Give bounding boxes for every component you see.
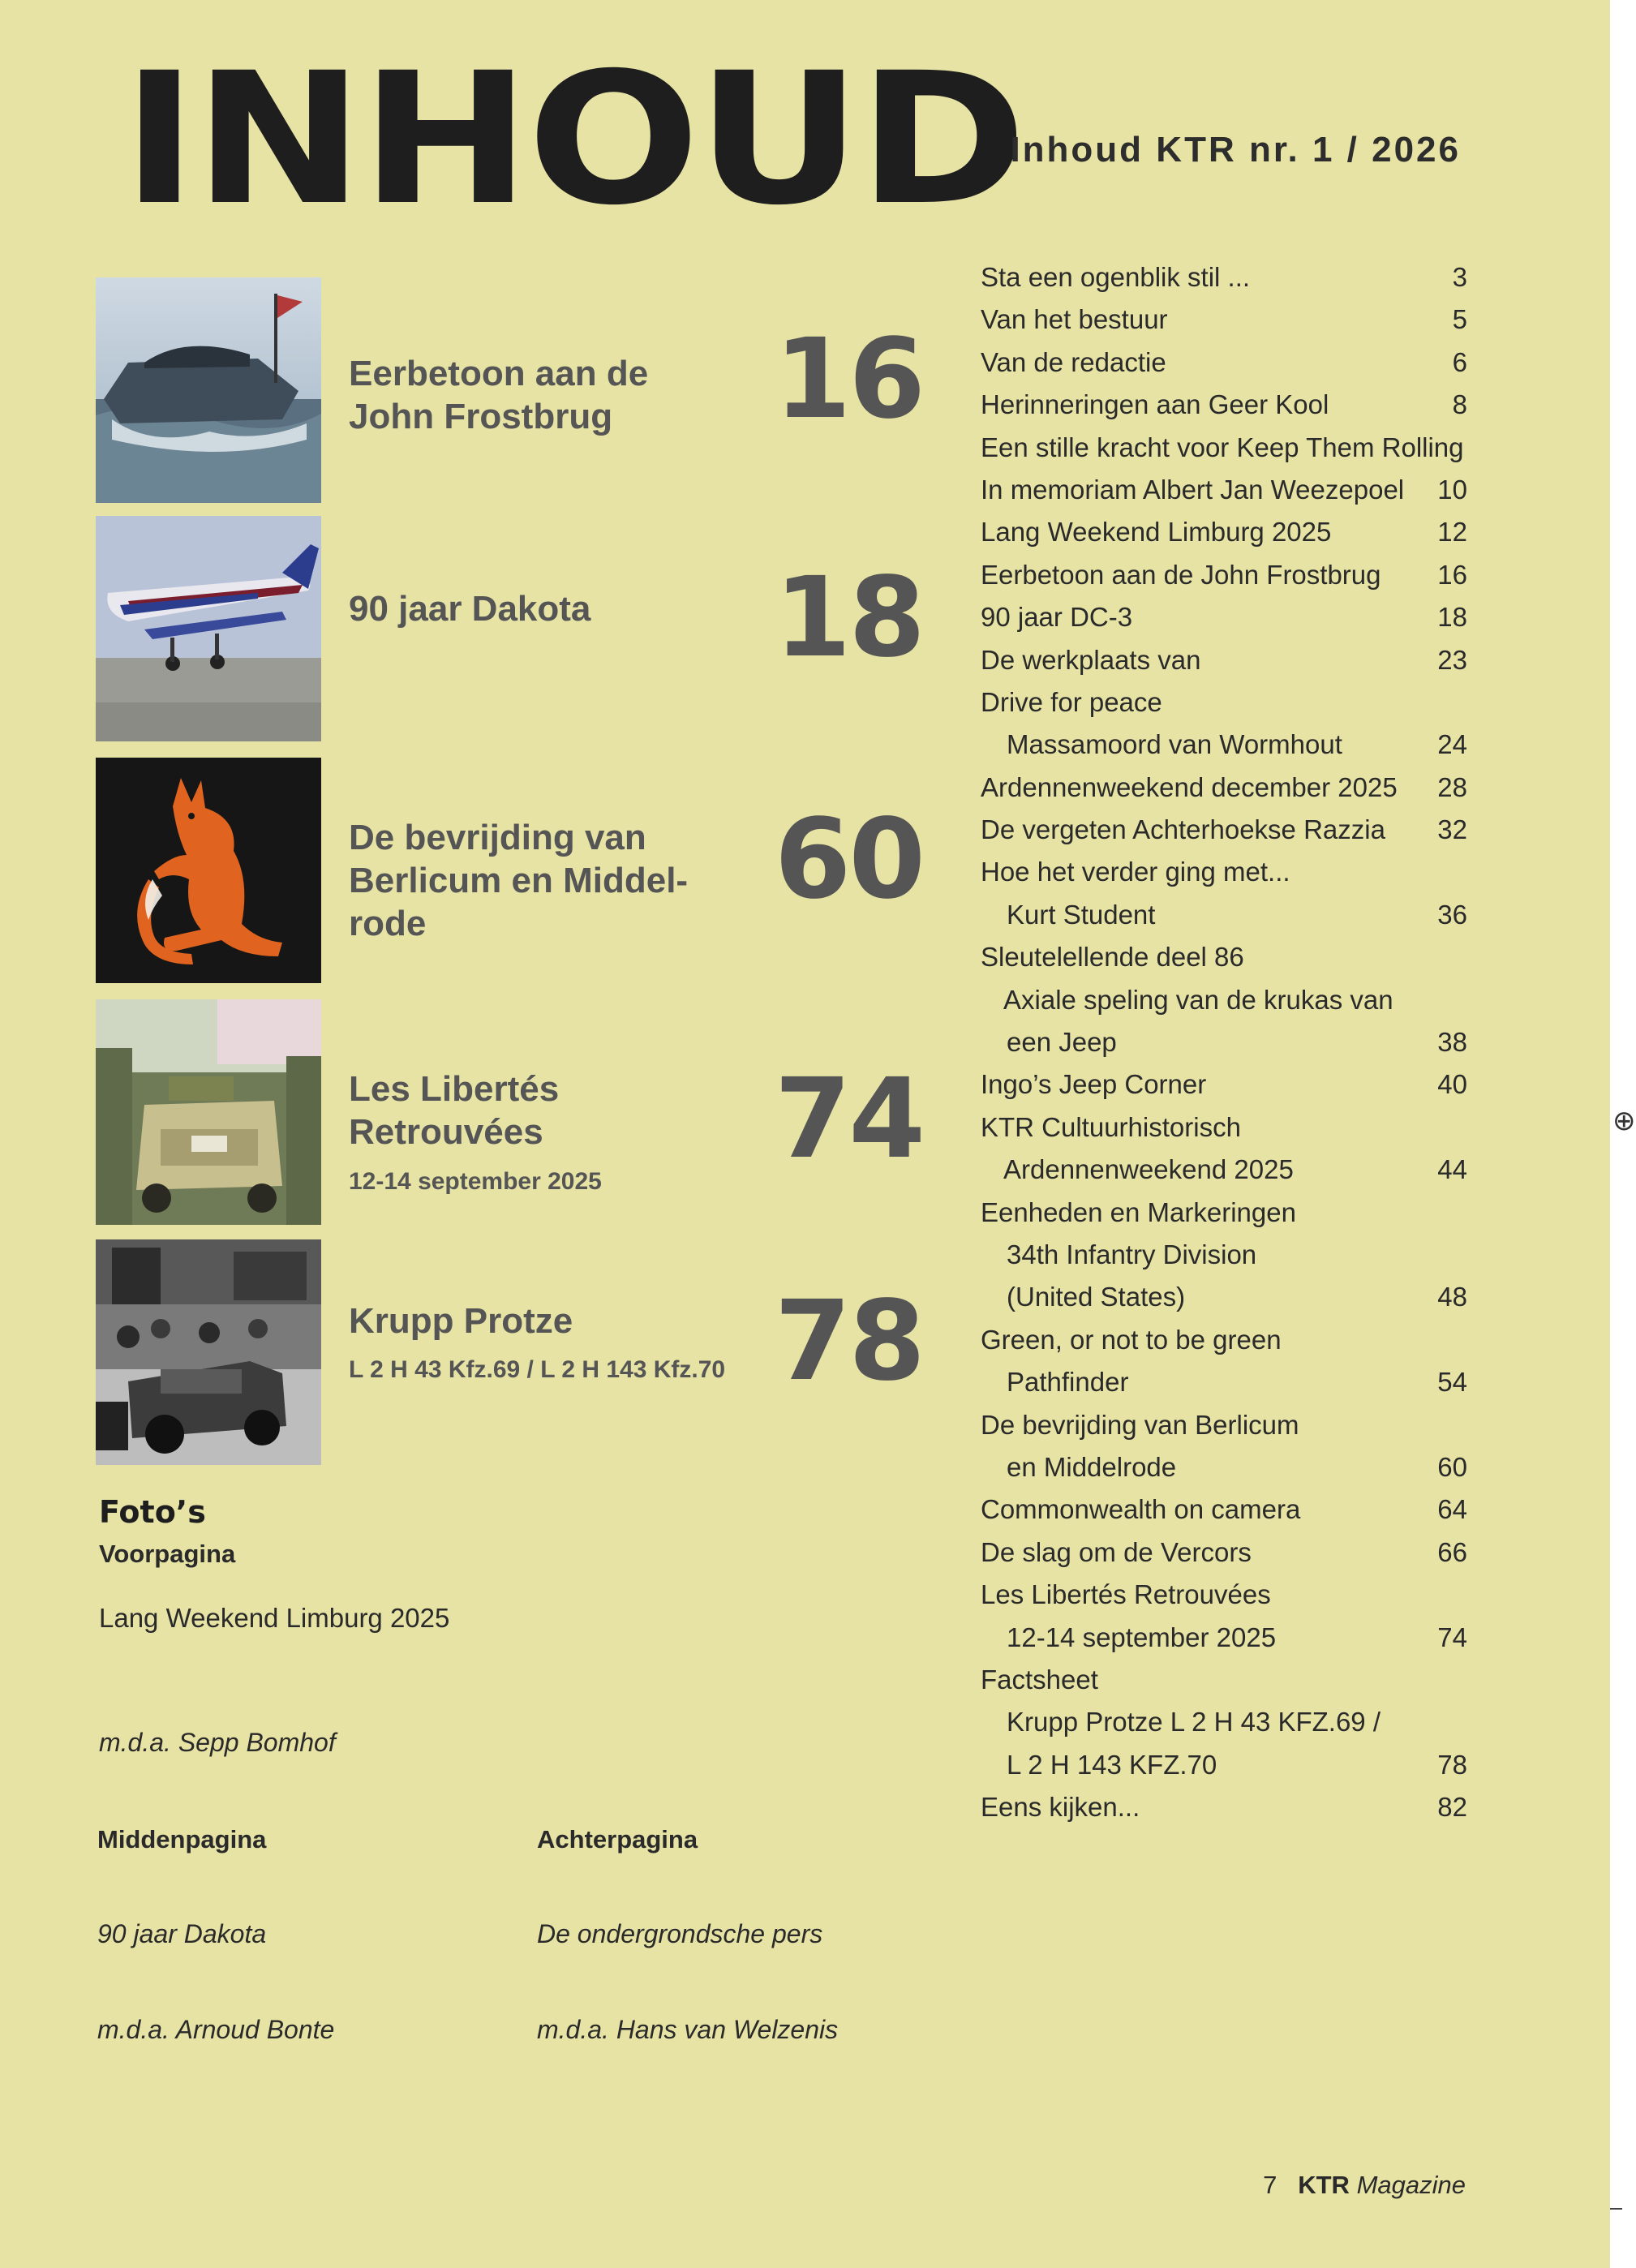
toc-entry[interactable] xyxy=(981,427,1467,469)
toc-entry-title: Factsheet xyxy=(981,1664,1098,1695)
front-cover-label: Voorpagina xyxy=(99,1540,236,1568)
toc-entry-title: Ardennenweekend december 2025 xyxy=(981,771,1398,802)
toc-entry-page: 74 xyxy=(1437,1622,1467,1652)
toc-entry-page: 12 xyxy=(1437,517,1467,548)
toc-entry-page: 32 xyxy=(1437,814,1467,845)
toc-entry[interactable] xyxy=(981,384,1467,426)
toc-entry-page: 78 xyxy=(1437,1749,1467,1780)
table-of-contents xyxy=(981,256,1467,1828)
toc-entry-page: 64 xyxy=(1437,1494,1467,1525)
toc-entry-title: Van het bestuur xyxy=(981,304,1168,335)
toc-entry-title: Eenheden en Markeringen xyxy=(981,1196,1296,1227)
toc-entry[interactable] xyxy=(981,1659,1467,1701)
toc-entry-title: De werkplaats van xyxy=(981,644,1201,675)
middle-page-label: Middenpagina xyxy=(97,1825,267,1853)
kangaroo-insignia xyxy=(96,758,321,983)
middle-page-title: 90 jaar Dakota xyxy=(97,1919,267,1948)
toc-entry-page: 23 xyxy=(1437,644,1467,675)
toc-entry-title: 90 jaar DC-3 xyxy=(981,602,1133,633)
toc-entry-page: 82 xyxy=(1437,1792,1467,1823)
feature-page-number: 16 xyxy=(774,316,923,444)
toc-entry[interactable] xyxy=(981,1786,1467,1828)
toc-entry-title: 12-14 september 2025 xyxy=(1007,1622,1277,1652)
toc-entry-title: De vergeten Achterhoekse Razzia xyxy=(981,814,1385,845)
toc-entry-title: In memoriam Albert Jan Weezepoel xyxy=(981,474,1405,505)
toc-entry-page: 3 xyxy=(1452,262,1467,292)
toc-entry-page: 8 xyxy=(1452,389,1467,420)
toc-entry-title: Ingo’s Jeep Corner xyxy=(981,1069,1207,1100)
toc-entry[interactable] xyxy=(981,1149,1467,1191)
feature-item[interactable] xyxy=(96,1239,923,1467)
toc-entry-title: Lang Weekend Limburg 2025 xyxy=(981,517,1332,548)
toc-entry-title: Sta een ogenblik stil ... xyxy=(981,262,1251,292)
photos-heading: Foto’s xyxy=(99,1494,206,1530)
issue-label: Inhoud KTR nr. 1 / 2026 xyxy=(1010,130,1461,170)
feature-title: 90 jaar Dakota xyxy=(349,589,591,629)
toc-entry-page: 28 xyxy=(1437,771,1467,802)
toc-entry[interactable] xyxy=(981,469,1467,511)
toc-entry-title: Krupp Protze L 2 H 43 KFZ.69 / xyxy=(1007,1707,1381,1738)
crop-mark xyxy=(1610,2208,1622,2210)
toc-entry-page: 6 xyxy=(1452,346,1467,377)
toc-entry-title: Pathfinder xyxy=(1007,1367,1129,1398)
toc-entry-title: (United States) xyxy=(1007,1282,1186,1312)
toc-entry[interactable] xyxy=(981,1446,1467,1488)
toc-entry-title: Axiale speling van de krukas van xyxy=(1003,984,1393,1015)
toc-entry[interactable] xyxy=(981,299,1467,341)
toc-entry[interactable] xyxy=(981,1574,1467,1616)
toc-entry[interactable] xyxy=(981,1404,1467,1446)
toc-entry-title: De bevrijding van Berlicum xyxy=(981,1409,1299,1440)
toc-entry[interactable] xyxy=(981,596,1467,638)
brand-name: KTR xyxy=(1298,2171,1350,2199)
toc-entry-page: 44 xyxy=(1437,1154,1467,1185)
toc-entry[interactable] xyxy=(981,1361,1467,1403)
military-parade-photo xyxy=(96,999,321,1225)
toc-entry-page: 40 xyxy=(1437,1069,1467,1100)
toc-entry-title: Massamoord van Wormhout xyxy=(1007,729,1342,760)
toc-entry[interactable] xyxy=(981,1319,1467,1361)
back-page-title: De ondergrondsche pers xyxy=(537,1919,823,1948)
toc-entry[interactable] xyxy=(981,1617,1467,1659)
page-number: 7 xyxy=(1263,2171,1277,2199)
feature-page-number: 74 xyxy=(774,1055,923,1183)
brand-suffix: Magazine xyxy=(1356,2171,1466,2199)
toc-entry[interactable] xyxy=(981,1192,1467,1234)
toc-entry[interactable] xyxy=(981,511,1467,553)
feature-subtitle: 12-14 september 2025 xyxy=(349,1168,602,1195)
toc-entry-page: 38 xyxy=(1437,1027,1467,1058)
toc-entry[interactable] xyxy=(981,767,1467,809)
toc-entry-title: Commonwealth on camera xyxy=(981,1494,1301,1525)
toc-entry[interactable] xyxy=(981,936,1467,978)
page-footer xyxy=(1263,2171,1466,2200)
dakota-aircraft-photo xyxy=(96,516,321,741)
feature-item[interactable] xyxy=(96,999,923,1226)
feature-title: De bevrijding van Berlicum en Middel- rode xyxy=(349,818,689,943)
toc-entry[interactable] xyxy=(981,1021,1467,1063)
toc-entry-title: en Middelrode xyxy=(1007,1451,1177,1482)
toc-entry-title: Eens kijken... xyxy=(981,1792,1140,1823)
toc-entry-title: Ardennenweekend 2025 xyxy=(1003,1154,1294,1185)
toc-entry[interactable] xyxy=(981,1276,1467,1318)
toc-entry-page: 16 xyxy=(1437,559,1467,590)
toc-entry-title: L 2 H 143 KFZ.70 xyxy=(1007,1749,1217,1780)
toc-entry[interactable] xyxy=(981,979,1467,1021)
toc-entry-title: De slag om de Vercors xyxy=(981,1536,1252,1567)
registration-mark-icon: ⊕ xyxy=(1612,1105,1636,1137)
amphibious-vehicle-photo xyxy=(96,277,321,503)
toc-entry[interactable] xyxy=(981,1701,1467,1743)
toc-entry[interactable] xyxy=(981,724,1467,766)
feature-page-number: 60 xyxy=(774,796,923,924)
toc-entry-page: 36 xyxy=(1437,899,1467,930)
toc-entry[interactable] xyxy=(981,681,1467,724)
toc-entry[interactable] xyxy=(981,894,1467,936)
feature-item[interactable] xyxy=(96,516,923,743)
back-page-credit: m.d.a. Hans van Welzenis xyxy=(537,2015,839,2044)
toc-entry-title: Sleutelellende deel 86 xyxy=(981,942,1244,973)
toc-entry-page: 24 xyxy=(1437,729,1467,760)
back-page-label: Achterpagina xyxy=(537,1825,698,1853)
toc-entry[interactable] xyxy=(981,554,1467,596)
feature-title: Eerbetoon aan de John Frostbrug xyxy=(349,354,649,436)
toc-entry-title: Les Libertés Retrouvées xyxy=(981,1579,1271,1610)
toc-entry[interactable] xyxy=(981,341,1467,384)
feature-subtitle: L 2 H 43 Kfz.69 / L 2 H 143 Kfz.70 xyxy=(349,1356,726,1383)
toc-entry[interactable] xyxy=(981,1744,1467,1786)
toc-entry-page: 66 xyxy=(1437,1536,1467,1567)
toc-entry-title: Van de redactie xyxy=(981,346,1166,377)
toc-entry-title: 34th Infantry Division xyxy=(1007,1239,1257,1269)
front-cover-title: Lang Weekend Limburg 2025 xyxy=(99,1603,450,1633)
feature-title: Les Libertés Retrouvées xyxy=(349,1069,560,1152)
middle-page-credit: m.d.a. Arnoud Bonte xyxy=(97,2015,335,2044)
toc-entry-page: 54 xyxy=(1437,1367,1467,1398)
toc-entry[interactable] xyxy=(981,1488,1467,1531)
toc-entry-title: Hoe het verder ging met... xyxy=(981,857,1290,887)
front-cover-credit: m.d.a. Sepp Bomhof xyxy=(99,1728,336,1757)
toc-entry[interactable] xyxy=(981,851,1467,893)
feature-title: Krupp Protze xyxy=(349,1301,573,1341)
page-title: INHOUD xyxy=(122,33,1024,245)
toc-entry-page: 60 xyxy=(1437,1451,1467,1482)
toc-entry[interactable] xyxy=(981,1234,1467,1276)
toc-entry-page: 5 xyxy=(1452,304,1467,335)
feature-item[interactable] xyxy=(96,277,923,505)
toc-entry[interactable] xyxy=(981,1531,1467,1574)
feature-page-number: 78 xyxy=(774,1278,923,1406)
toc-entry-title: Herinneringen aan Geer Kool xyxy=(981,389,1329,420)
toc-entry-page: 18 xyxy=(1437,602,1467,633)
feature-item[interactable] xyxy=(96,758,923,985)
toc-entry-title: Eerbetoon aan de John Frostbrug xyxy=(981,559,1381,590)
krupp-protze-photo xyxy=(96,1239,321,1465)
toc-entry-page: 48 xyxy=(1437,1282,1467,1312)
toc-entry[interactable] xyxy=(981,639,1467,681)
toc-entry-page: 10 xyxy=(1437,474,1467,505)
toc-entry-title: Een stille kracht voor Keep Them Rolling xyxy=(981,432,1464,462)
toc-entry-title: Kurt Student xyxy=(1007,899,1156,930)
toc-entry-title: Drive for peace xyxy=(981,686,1162,717)
toc-entry[interactable] xyxy=(981,1063,1467,1106)
toc-entry-title: Green, or not to be green xyxy=(981,1324,1282,1355)
toc-entry[interactable] xyxy=(981,256,1467,299)
toc-entry-title: een Jeep xyxy=(1007,1027,1117,1058)
toc-entry-title: KTR Cultuurhistorisch xyxy=(981,1111,1241,1142)
feature-page-number: 18 xyxy=(774,554,923,682)
toc-entry[interactable] xyxy=(981,809,1467,851)
toc-entry[interactable] xyxy=(981,1106,1467,1149)
